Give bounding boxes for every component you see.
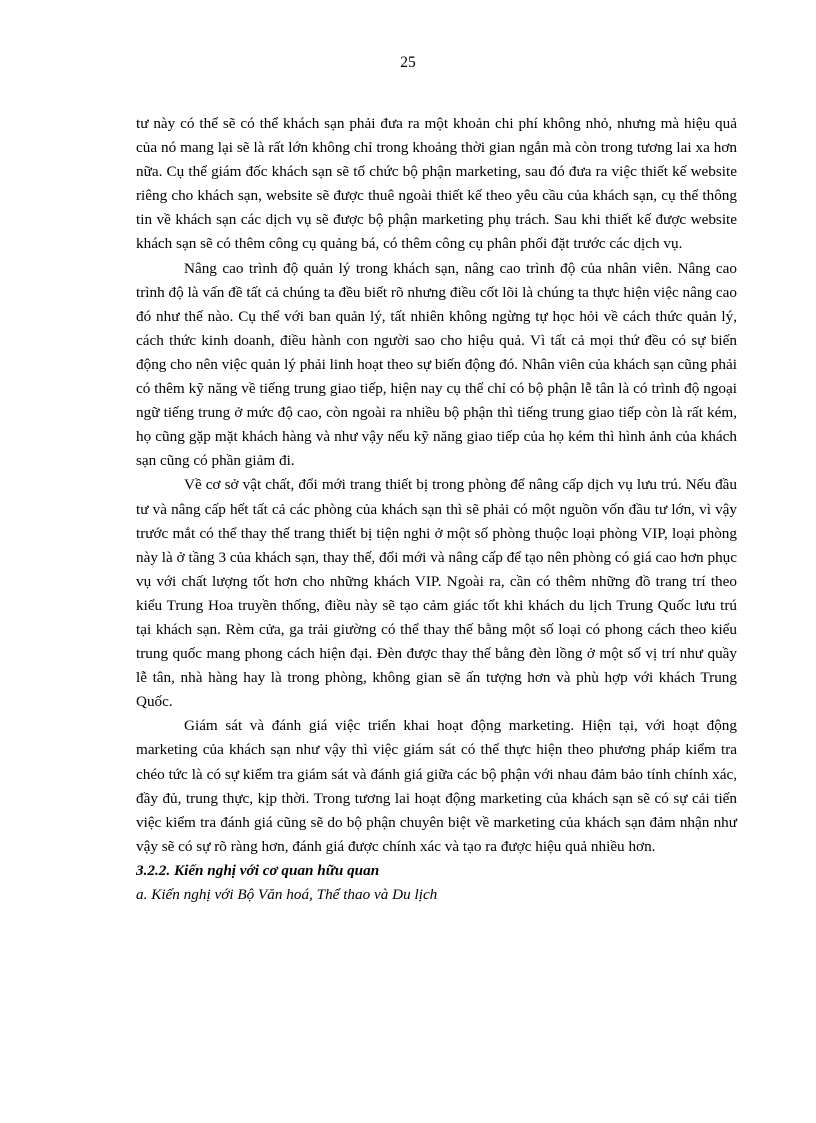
section-heading: 3.2.2. Kiến nghị với cơ quan hữu quan bbox=[136, 861, 380, 879]
page-number: 25 bbox=[400, 54, 416, 71]
paragraph: tư này có thể sẽ có thể khách sạn phải đưa ra một khoản chi phí không nhỏ, nhưng mà hiệu quả của nó mang lại sẽ là rất lớn không chỉ trong khoảng thời gian ngắn mà còn trong tương lai xa hơn nữa. Cụ thể giám đốc khách sạn sẽ tổ chức bộ phận marketing, sau đó đưa ra việc thiết kế website riêng cho khách sạn, website sẽ được thuê ngoài thiết kế theo yêu cầu của khách sạn, cụ thể thông tin về khách sạn các dịch vụ sẽ được bộ phận marketing phụ trách. Sau khi thiết kế được website khách sạn sẽ có thêm công cụ quảng bá, có thêm công cụ phân phối đặt trước các dịch vụ. bbox=[136, 115, 737, 253]
paragraph: Giám sát và đánh giá việc triển khai hoạt động marketing. Hiện tại, với hoạt động marketing của khách sạn như vậy thì việc giám sát có thể thực hiện theo phương pháp kiểm tra chéo tức là có sự kiểm tra giám sát và đánh giá giữa các bộ phận với nhau đảm bảo tính chính xác, đầy đủ, trung thực, kịp thời. Trong tương lai hoạt động marketing của khách sạn sẽ có sự cải tiến việc kiểm tra đánh giá cũng sẽ do bộ phận chuyên biệt về marketing của khách sạn đảm nhận như vậy sẽ có sự rõ ràng hơn, đánh giá được chính xác và tạo ra được hiệu quả nhiều hơn. bbox=[136, 717, 737, 855]
paragraph: Về cơ sở vật chất, đổi mới trang thiết bị trong phòng để nâng cấp dịch vụ lưu trú. Nếu đầu tư và nâng cấp hết tất cả các phòng của khách sạn thì sẽ phải có một nguồn vốn đầu tư lớn, vì vậy trước mắt có thể thay thế trang thiết bị tiện nghi ở một số phòng thuộc loại phòng VIP, loại phòng này là ở tầng 3 của khách sạn, thay thế, đổi mới và nâng cấp để tạo nên phòng có giá cao hơn phục vụ với chất lượng tốt hơn cho những khách VIP. Ngoài ra, cần có thêm những đồ trang trí theo kiểu Trung Hoa truyền thống, điều này sẽ tạo cảm giác tốt khi khách du lịch Trung Quốc lưu trú tại khách sạn. Rèm cửa, ga trải giường có thể thay thế bằng một số loại có phong cách theo kiểu trung quốc mang phong cách hiện đại. Đèn được thay thế bằng đèn lồng ở một số vị trí như quầy lễ tân, nhà hàng hay là trong phòng, không gian sẽ ấn tượng hơn và phù hợp với khách Trung Quốc. bbox=[136, 476, 737, 711]
document-body bbox=[136, 112, 737, 907]
subsection-heading: a. Kiến nghị với Bộ Văn hoá, Thể thao và Du lịch bbox=[136, 886, 438, 903]
paragraph: Nâng cao trình độ quản lý trong khách sạn, nâng cao trình độ của nhân viên. Nâng cao trình độ là vấn đề tất cả chúng ta đều biết rõ nhưng điều cốt lõi là chúng ta thực hiện việc nâng cao đó như thế nào. Cụ thể với ban quản lý, tất nhiên không ngừng tự học hỏi về cách thức quản lý, cách thức kinh doanh, điều hành con người sao cho hiệu quả. Vì tất cả mọi thứ đều có sự biến động cho nên việc quản lý phải linh hoạt theo sự biến động đó. Nhân viên của khách sạn cũng phải có thêm kỹ năng về tiếng trung giao tiếp, hiện nay cụ thể chỉ có bộ phận lễ tân là có trình độ ngoại ngữ tiếng trung ở mức độ cao, còn ngoài ra nhiều bộ phận thì tiếng trung giao tiếp còn là rất kém, họ cũng gặp mặt khách hàng và như vậy nếu kỹ năng giao tiếp của họ kém thì hình ảnh của khách sạn cũng có phần giảm đi. bbox=[136, 259, 737, 470]
